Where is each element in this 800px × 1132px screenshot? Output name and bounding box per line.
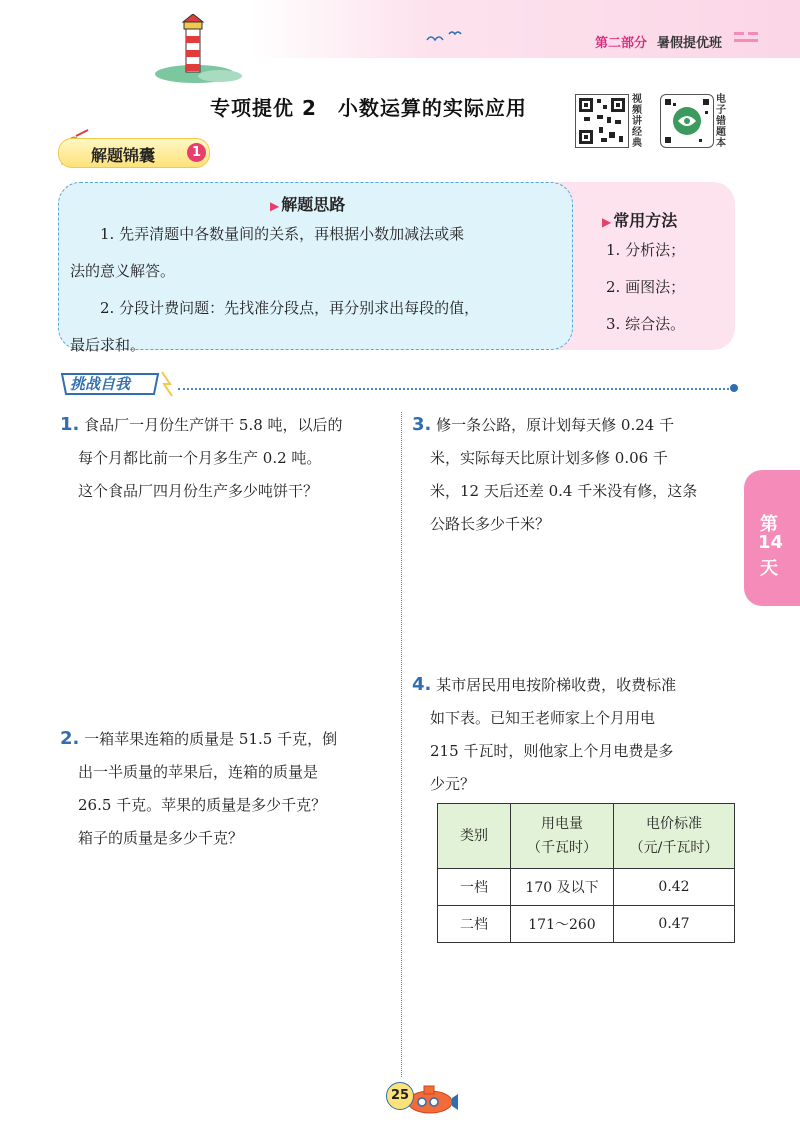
cell-category: 一档 [438, 869, 511, 906]
question-4 [412, 668, 742, 801]
tips-line-3: 2. 分段计费问题：先找准分段点，再分别求出每段的值， [100, 299, 480, 317]
question-line: 箱子的质量是多少千克？ [78, 829, 244, 847]
question-3 [412, 408, 742, 541]
electricity-price-table [437, 803, 735, 943]
question-line: 如下表。已知王老师家上个月用电 [430, 709, 656, 727]
section-tab [58, 138, 210, 168]
question-line: 修一条公路，原计划每天修 0.24 千 [436, 416, 675, 434]
question-line: 公路长多少千米？ [430, 515, 551, 533]
cell-category: 二档 [438, 906, 511, 943]
tips-line-2: 法的意义解答。 [70, 262, 176, 280]
methods-heading-text: 常用方法 [613, 211, 678, 230]
question-line: 出一半质量的苹果后，连箱的质量是 [78, 763, 319, 781]
cell-price: 0.47 [614, 906, 735, 943]
question-number: 3. [412, 414, 432, 435]
method-item: 1. 分析法； [606, 241, 686, 259]
question-line: 少元？ [430, 775, 476, 793]
question-2 [60, 722, 390, 855]
video-qr-label: 视频讲经典 [632, 94, 642, 149]
birds-icon [425, 28, 465, 46]
dotted-separator [178, 388, 733, 390]
ebook-qr-code-icon[interactable] [660, 94, 714, 148]
method-item: 2. 画图法； [606, 278, 686, 296]
day-side-tab [744, 470, 800, 606]
cell-usage: 171～260 [511, 906, 614, 943]
side-tab-line-1: 第 [760, 514, 778, 535]
header-price-line1: 电价标准 [646, 816, 702, 832]
question-number: 1. [60, 414, 80, 435]
lighthouse-illustration [150, 14, 250, 84]
tips-content [70, 216, 565, 364]
section-label: 解题锦囊 [91, 146, 156, 165]
cell-price: 0.42 [614, 869, 735, 906]
table-row [438, 869, 735, 906]
video-qr-code-icon[interactable] [575, 94, 629, 148]
header-usage-line1: 用电量 [541, 816, 583, 832]
column-divider [401, 412, 402, 1077]
ebook-qr-label: 电子错题本 [716, 94, 726, 149]
header-section-label [595, 32, 722, 51]
tips-heading [270, 192, 345, 215]
header-series: 暑假提优班 [656, 36, 722, 51]
question-line: 食品厂一月份生产饼干 5.8 吨，以后的 [84, 416, 343, 434]
question-line: 某市居民用电按阶梯收费，收费标准 [436, 676, 677, 694]
header-usage-line2: （千瓦时） [527, 840, 597, 856]
method-item: 3. 综合法。 [606, 315, 686, 333]
separator-end-dot [730, 384, 738, 392]
triangle-icon: ▶ [270, 199, 280, 213]
question-number: 2. [60, 728, 80, 749]
methods-heading [602, 208, 677, 231]
header-decoration-icon [734, 30, 760, 44]
question-1 [60, 408, 390, 508]
tips-line-1: 1. 先弄清题中各数量间的关系，再根据小数加减法或乘 [100, 225, 465, 243]
triangle-icon: ▶ [602, 215, 612, 229]
question-line: 米，实际每天比原计划多修 0.06 千 [430, 449, 668, 467]
table-row [438, 906, 735, 943]
methods-list [606, 232, 685, 343]
header-usage [511, 804, 614, 869]
question-line: 米，12 天后还差 0.4 千米没有修，这条 [430, 482, 698, 500]
question-line: 一箱苹果连箱的质量是 51.5 千克，倒 [84, 730, 338, 748]
cell-usage: 170 及以下 [511, 869, 614, 906]
header-category: 类别 [438, 804, 511, 869]
question-line: 215 千瓦时，则他家上个月电费是多 [430, 742, 674, 760]
question-line: 每个月都比前一个月多生产 0.2 吨。 [78, 449, 322, 467]
side-tab-line-3: 天 [760, 558, 778, 579]
question-line: 26.5 千克。苹果的质量是多少千克？ [78, 796, 327, 814]
table-header-row [438, 804, 735, 869]
page-number: 25 [386, 1082, 414, 1110]
side-tab-line-2: 14 [758, 532, 784, 553]
header-part: 第二部分 [594, 36, 647, 51]
question-line: 这个食品厂四月份生产多少吨饼干？ [78, 482, 319, 500]
header-price [614, 804, 735, 869]
header-price-line2: （元/千瓦时） [629, 840, 719, 856]
page-title: 专项提优 2 小数运算的实际应用 [210, 96, 527, 120]
tips-heading-text: 解题思路 [281, 195, 346, 214]
question-number: 4. [412, 674, 432, 695]
section-number-badge: 1 [187, 143, 206, 162]
tips-line-4: 最后求和。 [70, 336, 146, 354]
challenge-label: 挑战自我 [70, 375, 131, 393]
